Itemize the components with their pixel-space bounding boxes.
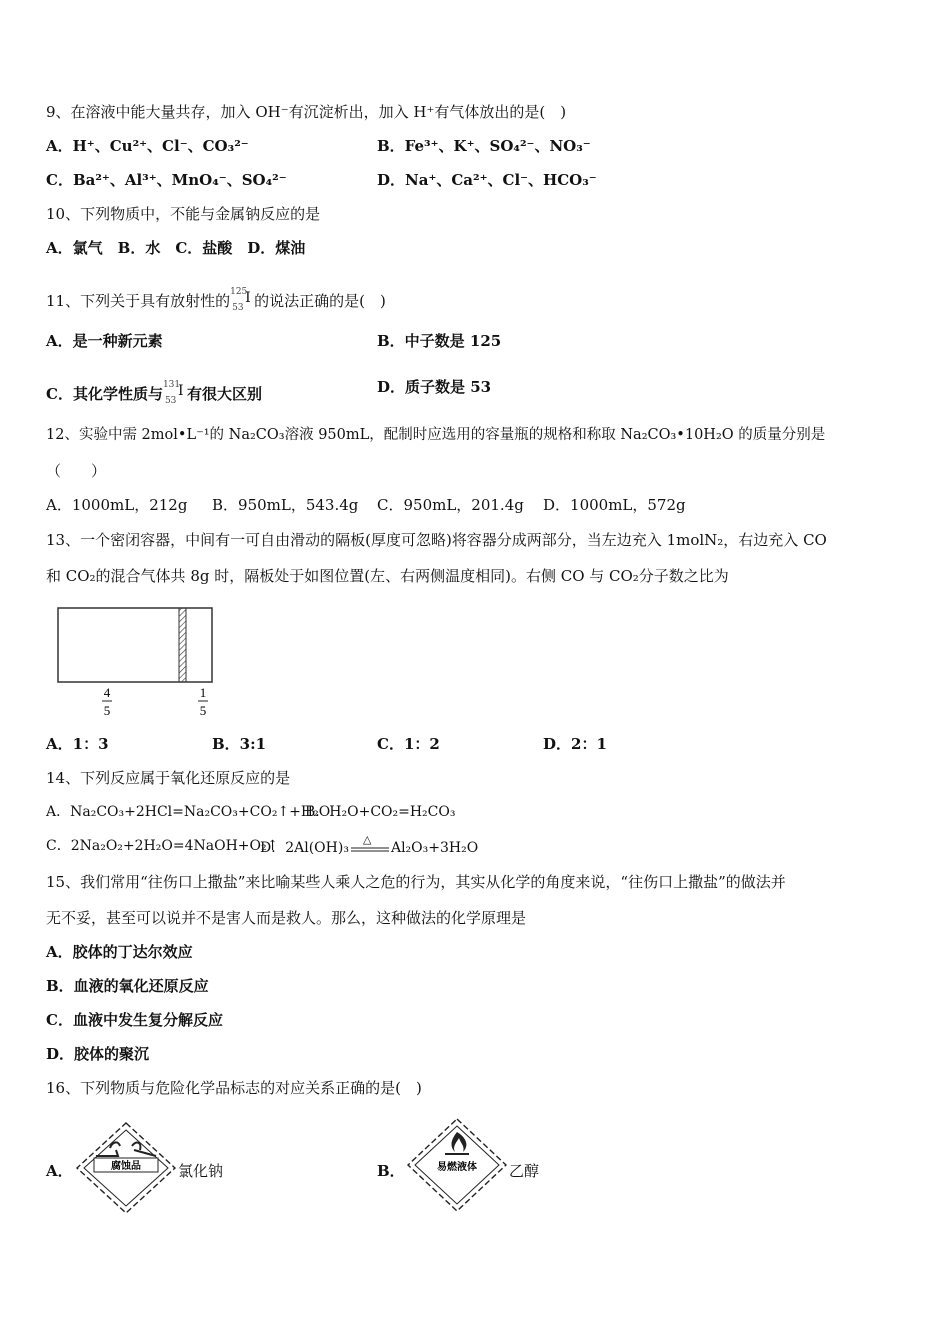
q16-stem: 16、下列物质与危险化学品标志的对应关系正确的是( ) (46, 1079, 422, 1097)
q10-options: A．氯气 B．水 C．盐酸 D．煤油 (46, 239, 306, 257)
nuclide-mass: 131 (162, 380, 181, 390)
q13-stem-line2: 和 CO₂的混合气体共 8g 时，隔板处于如图位置(左、右两侧温度相同)。右侧 CO 与 CO₂分子数之比为 (46, 567, 729, 585)
q16-option-b-label: B． (377, 1162, 405, 1180)
q15-option-b: B．血液的氧化还原反应 (46, 977, 209, 995)
q12-option-a: A．1000mL，212g (46, 496, 188, 514)
q11-stem-before: 11、下列关于具有放射性的 (46, 292, 231, 310)
q14-stem: 14、下列反应属于氧化还原反应的是 (46, 769, 291, 787)
q9-option-d: D．Na⁺、Ca²⁺、Cl⁻、HCO₃⁻ (377, 171, 597, 189)
q16-option-a-substance: 氯化钠 (178, 1162, 224, 1180)
q9-option-c: C．Ba²⁺、Al³⁺、MnO₄⁻、SO₄²⁻ (46, 171, 287, 189)
q15-stem-line1: 15、我们常用“往伤口上撒盐”来比喻某些人乘人之危的行为，其实从化学的角度来说，“往伤口上撒盐”的做法并 (46, 873, 786, 891)
nuclide-symbol: I (177, 383, 184, 399)
heat-triangle: △ (362, 833, 372, 846)
q15-option-c: C．血液中发生复分解反应 (46, 1011, 223, 1029)
nuclide-i131 (163, 377, 187, 405)
container-box (58, 608, 212, 682)
q15-option-a: A．胶体的丁达尔效应 (46, 943, 193, 961)
q15-stem-line2: 无不妥，甚至可以说并不是害人而是救人。那么，这种做法的化学原理是 (46, 909, 527, 927)
q11-option-b: B．中子数是 125 (377, 332, 502, 350)
q11-option-a: A．是一种新元素 (46, 332, 163, 350)
q14-d-reactant: D．2Al(OH)₃ (260, 840, 349, 856)
q14-option-c: C．2Na₂O₂+2H₂O=4NaOH+O₂↑ (46, 838, 279, 854)
right-fraction-den: 5 (199, 703, 207, 718)
q12-stem: 12、实验中需 2mol•L⁻¹的 Na₂CO₃溶液 950mL，配制时应选用的容量瓶的规格和称取 Na₂CO₃•10H₂O 的质量分别是 (46, 427, 826, 443)
q11-stem (46, 284, 386, 312)
q12-paren: （ ） (46, 462, 107, 480)
left-fraction-den: 5 (103, 703, 111, 718)
q14-d-product: Al₂O₃+3H₂O (390, 840, 479, 856)
flammable-sign-text: 易燃液体 (437, 1162, 477, 1173)
q16-option-b-substance: 乙醇 (509, 1162, 540, 1180)
nuclide-mass: 125 (230, 287, 248, 297)
q11-c-before: C．其化学性质与 (46, 385, 163, 403)
flammable-liquid-sign-icon (405, 1116, 509, 1214)
heat-condition (349, 833, 391, 854)
q13-option-d: D．2：1 (543, 735, 607, 753)
q12-option-b: B．950mL，543.4g (212, 496, 359, 514)
nuclide-z: 53 (232, 303, 244, 313)
q11-c-after: 有很大区别 (186, 385, 262, 403)
partition-plate (179, 608, 186, 682)
nuclide-symbol: I (245, 290, 251, 306)
left-fraction-num: 4 (103, 685, 111, 700)
container-diagram (50, 598, 220, 722)
nuclide-z: 53 (164, 396, 177, 406)
q9-stem: 9、在溶液中能大量共存，加入 OH⁻有沉淀析出，加入 H⁺有气体放出的是( ) (46, 103, 567, 121)
q11-stem-after: 的说法正确的是( ) (254, 292, 386, 310)
q11-option-d: D．质子数是 53 (377, 378, 492, 396)
q13-option-c: C．1：2 (377, 735, 440, 753)
q13-stem-line1: 13、一个密闭容器，中间有一可自由滑动的隔板(厚度可忽略)将容器分成两部分，当左边充入 1molN₂，右边充入 CO (46, 531, 827, 549)
q13-option-b: B．3:1 (212, 735, 267, 753)
q16-option-a-label: A． (46, 1162, 73, 1180)
right-fraction-num: 1 (199, 685, 207, 700)
q14-option-d (260, 833, 479, 858)
nuclide-i125 (230, 284, 254, 312)
q9-option-a: A．H⁺、Cu²⁺、Cl⁻、CO₃²⁻ (46, 137, 249, 155)
double-arrow-line (349, 836, 391, 854)
q12-option-d: D．1000mL，572g (543, 496, 686, 514)
q13-option-a: A．1：3 (46, 735, 109, 753)
q15-option-d: D．胶体的聚沉 (46, 1045, 150, 1063)
q12-option-c: C．950mL，201.4g (377, 496, 524, 514)
q10-stem: 10、下列物质中，不能与金属钠反应的是 (46, 205, 321, 223)
corrosive-sign-text: 腐蚀品 (111, 1161, 141, 1172)
q9-option-b: B．Fe³⁺、K⁺、SO₄²⁻、NO₃⁻ (377, 137, 591, 155)
q14-option-a: A．Na₂CO₃+2HCl=Na₂CO₃+CO₂↑+H₂O (46, 804, 331, 820)
corrosive-sign-icon (74, 1120, 178, 1216)
q14-option-b: B．H₂O+CO₂=H₂CO₃ (305, 804, 456, 820)
q11-option-c (46, 377, 262, 405)
